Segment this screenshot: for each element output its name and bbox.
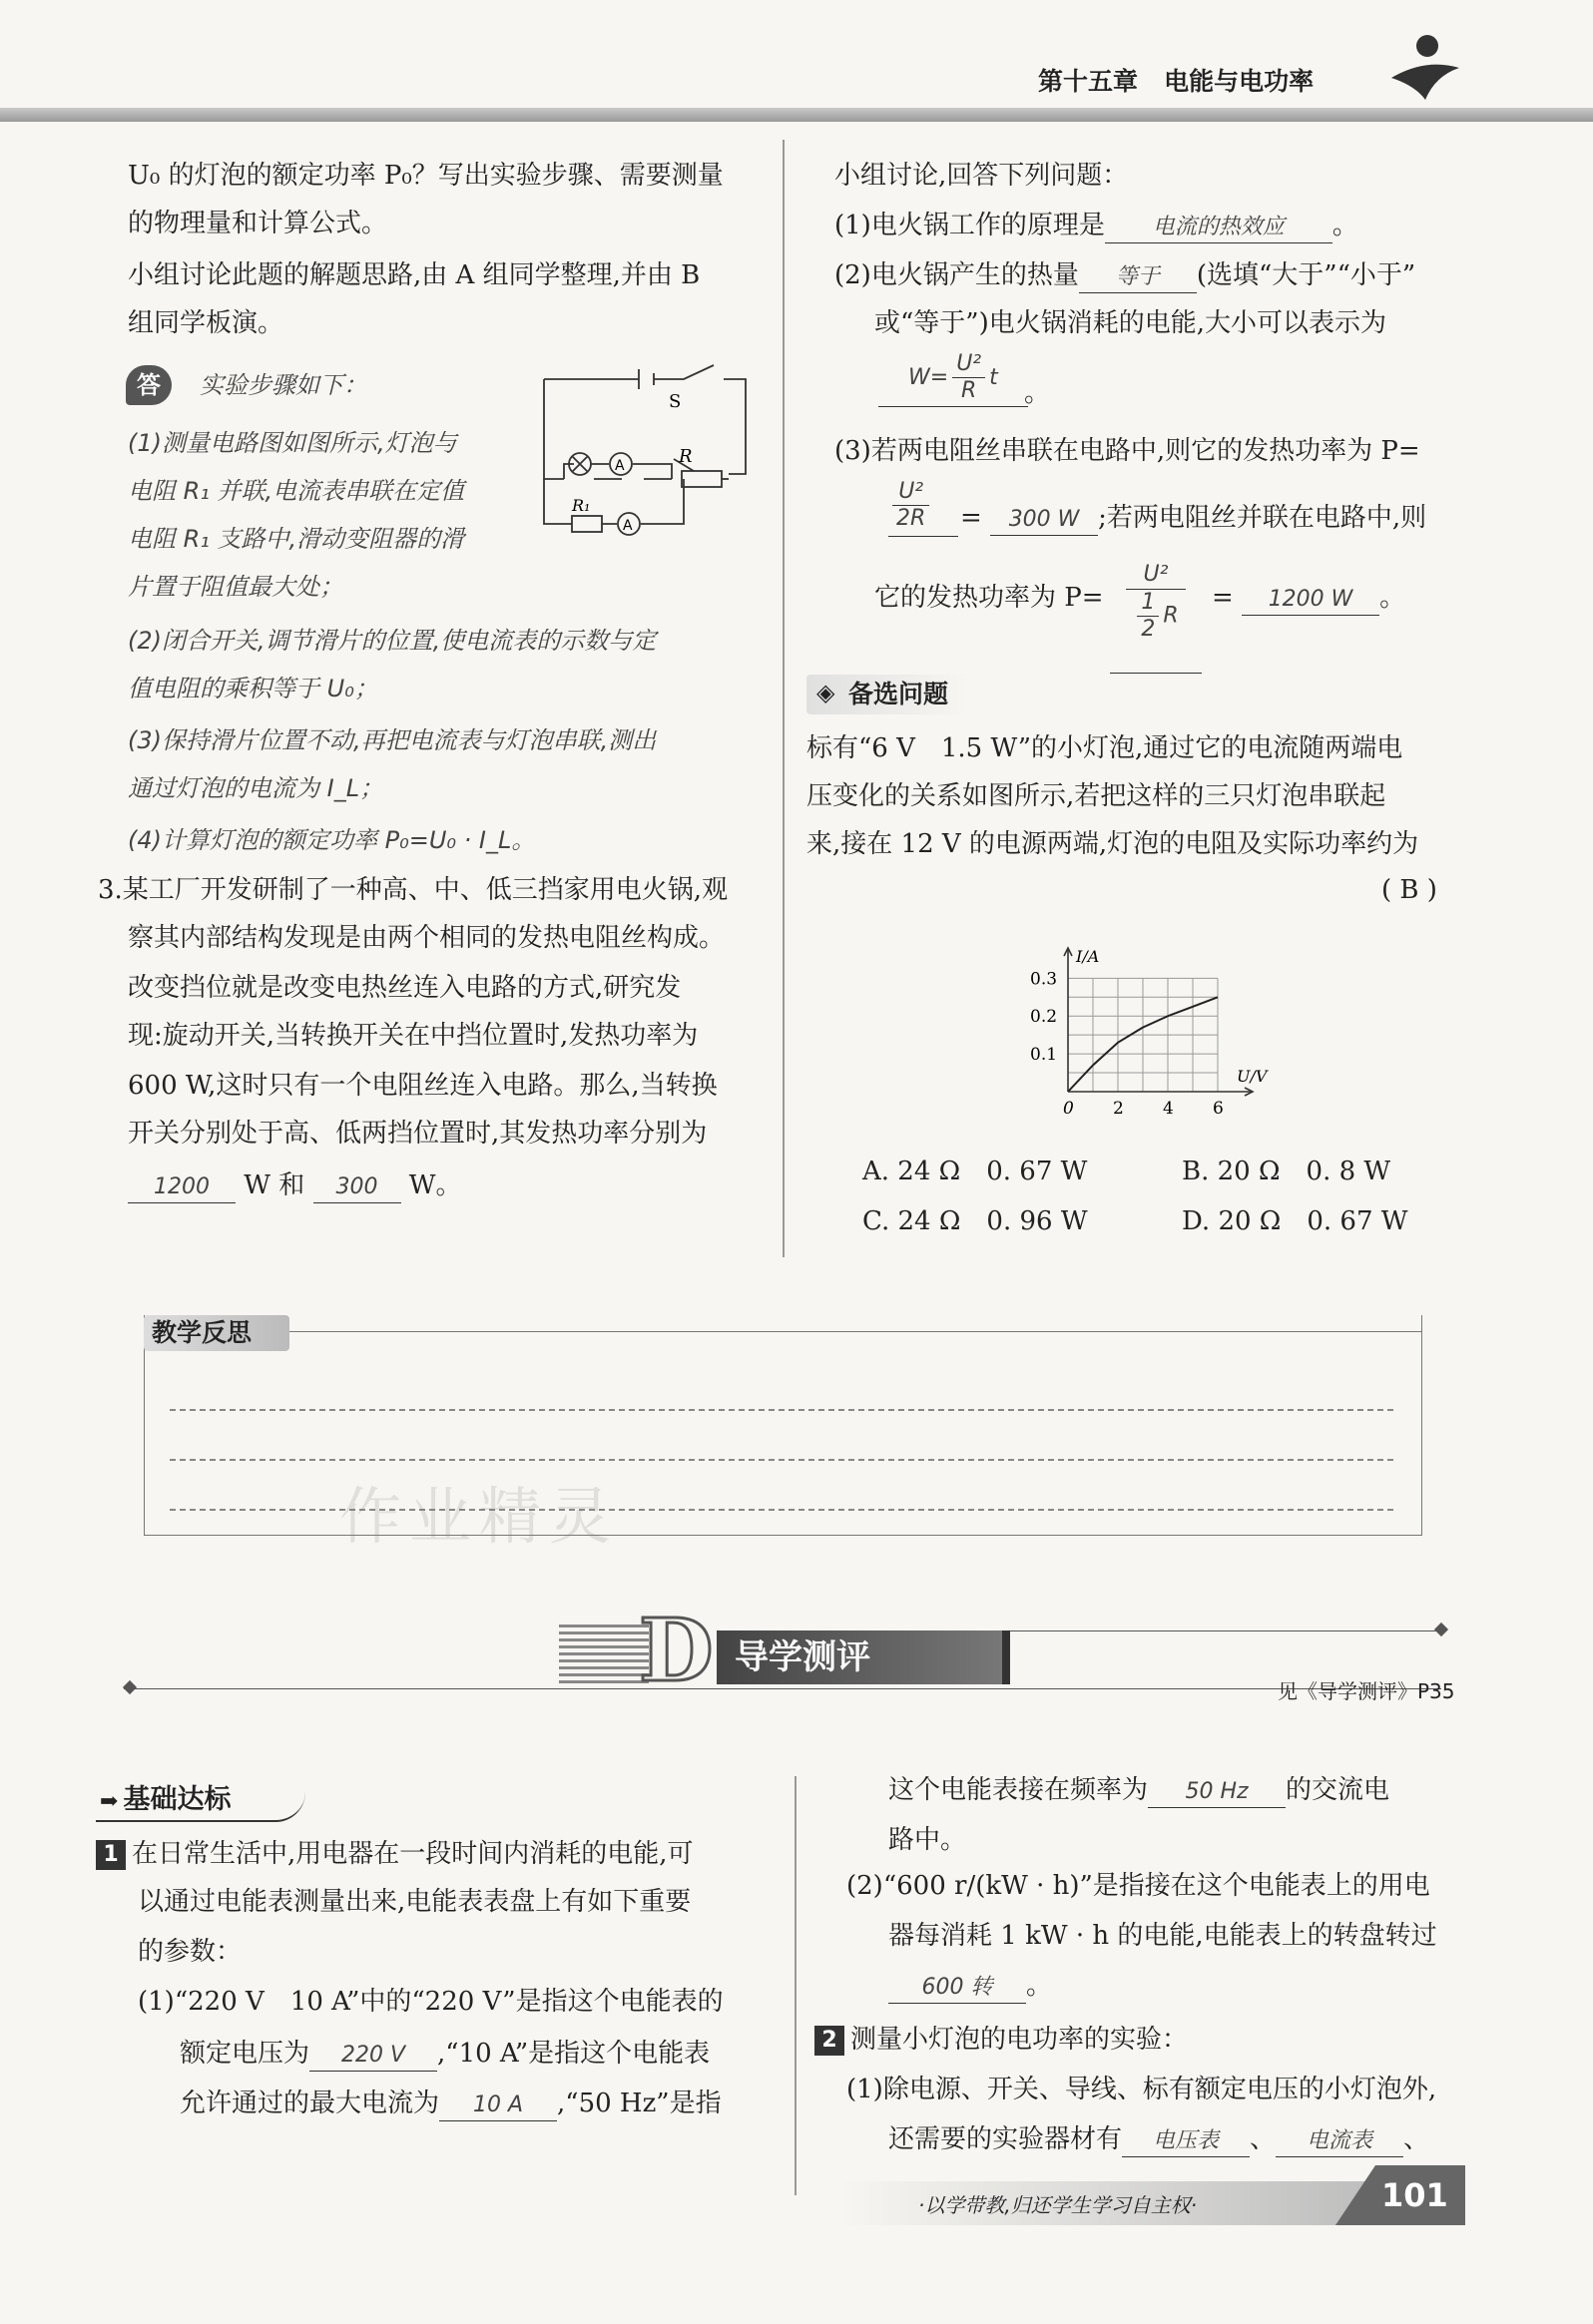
header-bar bbox=[0, 108, 1593, 122]
text-line: (3)若两电阻丝串联在电路中,则它的发热功率为 P= bbox=[834, 436, 1420, 466]
question-3-line: 察其内部结构发现是由两个相同的发热电阻丝构成。 bbox=[128, 923, 726, 953]
iv-chart bbox=[1018, 942, 1278, 1122]
y-tick-label: 0.3 bbox=[1030, 969, 1058, 990]
text-line: 小组讨论此题的解题思路,由 A 组同学整理,并由 B bbox=[128, 260, 701, 290]
answer-line: 值电阻的乘积等于 U₀； bbox=[128, 675, 378, 702]
answer-blank: 50 Hz bbox=[1148, 1775, 1286, 1808]
answer-blank: 1200 bbox=[128, 1170, 236, 1203]
text-line: 的物理量和计算公式。 bbox=[128, 209, 388, 238]
column-divider bbox=[783, 140, 785, 1257]
answer-blank: 电流的热效应 bbox=[1105, 211, 1332, 243]
text-line: = 300 W ;若两电阻丝并联在电路中,则 bbox=[960, 494, 1426, 542]
x-axis-label: U/V bbox=[1237, 1067, 1268, 1086]
text-line: 组同学板演。 bbox=[128, 308, 284, 338]
chapter-header bbox=[1038, 62, 1314, 98]
answer-choice: ( B ) bbox=[1381, 875, 1437, 905]
text-line: 来,接在 12 V 的电源两端,灯泡的电阻及实际功率约为 bbox=[806, 829, 1419, 859]
diamond-marker bbox=[1434, 1623, 1448, 1636]
answer-blank: 220 V bbox=[309, 2039, 437, 2072]
answer-line: 电阻 R₁ 支路中,滑动变阻器的滑 bbox=[128, 525, 465, 553]
answer-blank: 电压表 bbox=[1122, 2124, 1250, 2157]
question-1-line: 1 在日常生活中,用电器在一段时间内消耗的电能,可 bbox=[96, 1830, 694, 1878]
chapter-title: 电能与电功率 bbox=[1164, 67, 1315, 96]
question-3-line: 改变挡位就是改变电热丝连入电路的方式,研究发 bbox=[128, 973, 682, 1003]
option-a[interactable]: A. 24 Ω 0. 67 W bbox=[862, 1157, 1088, 1186]
circuit-diagram bbox=[534, 359, 759, 549]
question-3-answer: 1200 W 和 300 W。 bbox=[128, 1162, 462, 1209]
x-tick-label: 2 bbox=[1113, 1099, 1124, 1119]
option-b[interactable]: B. 20 Ω 0. 8 W bbox=[1182, 1157, 1391, 1186]
ammeter-label: A bbox=[615, 458, 625, 474]
question-2-line: (1)除电源、开关、导线、标有额定电压的小灯泡外, bbox=[846, 2075, 1437, 2104]
text-line: (2)电火锅产生的热量 等于 (选填“大于”“小于” bbox=[834, 251, 1415, 299]
section-title: 导学测评 bbox=[735, 1637, 870, 1677]
answer-line: (2)闭合开关,调节滑片的位置,使电流表的示数与定 bbox=[128, 627, 657, 655]
reflection-title: 教学反思 bbox=[152, 1318, 253, 1347]
text-line: 标有“6 V 1.5 W”的小灯泡,通过它的电流随两端电 bbox=[806, 733, 1403, 763]
resistor-label: R₁ bbox=[572, 496, 591, 515]
watermark: 作业精灵 bbox=[339, 1480, 620, 1553]
ammeter-label: A bbox=[623, 518, 633, 534]
question-3-line: 3.某工厂开发研制了一种高、中、低三挡家用电火锅,观 bbox=[98, 875, 729, 905]
x-tick-label: 6 bbox=[1213, 1099, 1224, 1119]
text-line: = 1200 W 。 bbox=[1212, 574, 1405, 622]
diamond-marker bbox=[123, 1680, 137, 1694]
backup-section-header bbox=[806, 675, 968, 714]
text-line: 它的发热功率为 P= bbox=[874, 583, 1104, 613]
text-line: 压变化的关系如图所示,若把这样的三只灯泡串联起 bbox=[806, 781, 1386, 811]
column-divider-2 bbox=[795, 1776, 796, 2195]
text-line: (1)电火锅工作的原理是 电流的热效应 。 bbox=[834, 202, 1358, 249]
answer-badge: 答 bbox=[126, 365, 172, 405]
question-1-line: 允许通过的最大电流为 10 A ,“50 Hz”是指 bbox=[180, 2080, 722, 2127]
answer-line: 实验步骤如下： bbox=[200, 371, 367, 399]
backup-title: 备选问题 bbox=[848, 680, 949, 708]
answer-blank: 电流表 bbox=[1276, 2124, 1403, 2157]
text-line: 。 bbox=[1024, 378, 1051, 408]
question-1-line: 的参数： bbox=[138, 1937, 243, 1967]
question-2-line: 2 测量小灯泡的电功率的实验： bbox=[814, 2016, 1188, 2064]
formula-blank: $\frac{\text{U²}}{2R}$ bbox=[888, 479, 958, 537]
question-2-line: 还需要的实验器材有 电压表 、 电流表 、 bbox=[888, 2115, 1429, 2163]
question-1-line: 以通过电能表测量出来,电能表表盘上有如下重要 bbox=[138, 1887, 692, 1917]
y-tick-label: 0.1 bbox=[1030, 1045, 1058, 1066]
question-1-line: 这个电能表接在频率为 50 Hz 的交流电 bbox=[888, 1766, 1389, 1814]
y-tick-label: 0.2 bbox=[1030, 1007, 1058, 1028]
switch-label: S bbox=[669, 391, 682, 412]
section-line bbox=[124, 1688, 1441, 1689]
logo-icon bbox=[1385, 28, 1463, 108]
chapter-label: 第十五章 bbox=[1038, 67, 1139, 96]
answer-blank: 10 A bbox=[439, 2089, 557, 2121]
option-c[interactable]: C. 24 Ω 0. 96 W bbox=[862, 1206, 1088, 1236]
page-number: 101 bbox=[1381, 2176, 1448, 2214]
question-1-line: (1)“220 V 10 A”中的“220 V”是指这个电能表的 bbox=[138, 1987, 724, 2017]
answer-line: 通过灯泡的电流为 I_L； bbox=[128, 774, 384, 802]
formula-blank: U² $\frac{1}{2}$ R bbox=[1110, 561, 1202, 674]
answer-blank: 等于 bbox=[1079, 260, 1197, 293]
answer-line: (1)测量电路图如图所示,灯泡与 bbox=[128, 429, 457, 457]
answer-blank: 300 bbox=[313, 1170, 401, 1203]
question-1-line: 600 转 。 bbox=[888, 1962, 1052, 2010]
section-letter: D bbox=[639, 1601, 714, 1701]
answer-line: (3)保持滑片位置不动,再把电流表与灯泡串联,测出 bbox=[128, 726, 657, 754]
rheostat-label: R bbox=[679, 446, 693, 467]
x-tick-label: 0 bbox=[1063, 1099, 1074, 1119]
basic-title: 基础达标 bbox=[123, 1784, 232, 1815]
question-3-line: 600 W,这时只有一个电阻丝连入电路。那么,当转换 bbox=[128, 1071, 718, 1101]
question-1-line: (2)“600 r/(kW · h)”是指接在这个电能表上的用电 bbox=[846, 1871, 1430, 1901]
writing-line[interactable] bbox=[170, 1459, 1393, 1461]
answer-blank: 1200 W bbox=[1242, 583, 1379, 616]
text-line: U₀ 的灯泡的额定功率 P₀？写出实验步骤、需要测量 bbox=[128, 161, 724, 191]
reflection-top-line bbox=[289, 1331, 1421, 1332]
diamond-icon: ◈ bbox=[816, 679, 835, 706]
answer-line: 电阻 R₁ 并联,电流表串联在定值 bbox=[128, 477, 465, 505]
arrow-icon: ➡ bbox=[100, 1789, 119, 1814]
text-line: 或“等于”)电火锅消耗的电能,大小可以表示为 bbox=[874, 308, 1386, 338]
answer-blank: 600 转 bbox=[888, 1971, 1026, 2004]
question-3-line: 现:旋动开关,当转换开关在中挡位置时,发热功率为 bbox=[128, 1021, 699, 1051]
footer-slogan: ·以学带教,归还学生学习自主权· bbox=[918, 2193, 1198, 2217]
question-1-line: 额定电压为 220 V ,“10 A”是指这个电能表 bbox=[180, 2030, 710, 2078]
answer-line: 片置于阻值最大处； bbox=[128, 573, 343, 601]
answer-blank: 300 W bbox=[990, 503, 1098, 536]
section-reference: 见《导学测评》P35 bbox=[1278, 1679, 1455, 1703]
x-tick-label: 4 bbox=[1163, 1099, 1174, 1119]
question-3-line: 开关分别处于高、低两挡位置时,其发热功率分别为 bbox=[128, 1119, 708, 1149]
answer-line: (4)计算灯泡的额定功率 P₀=U₀ · I_L。 bbox=[128, 826, 536, 854]
formula-blank: W= $\frac{\text{U²}}{R}$ t bbox=[878, 351, 1028, 407]
question-1-line: 器每消耗 1 kW · h 的电能,电能表上的转盘转过 bbox=[888, 1921, 1437, 1951]
text-line: 小组讨论,回答下列问题： bbox=[834, 161, 1129, 191]
basic-header bbox=[96, 1780, 305, 1822]
writing-line[interactable] bbox=[170, 1409, 1393, 1411]
section-line bbox=[1002, 1630, 1441, 1631]
reflection-box bbox=[144, 1315, 1422, 1536]
banner-stripes bbox=[559, 1625, 649, 1686]
question-1-line: 路中。 bbox=[888, 1825, 967, 1855]
y-axis-label: I/A bbox=[1076, 947, 1100, 966]
option-d[interactable]: D. 20 Ω 0. 67 W bbox=[1182, 1206, 1408, 1236]
